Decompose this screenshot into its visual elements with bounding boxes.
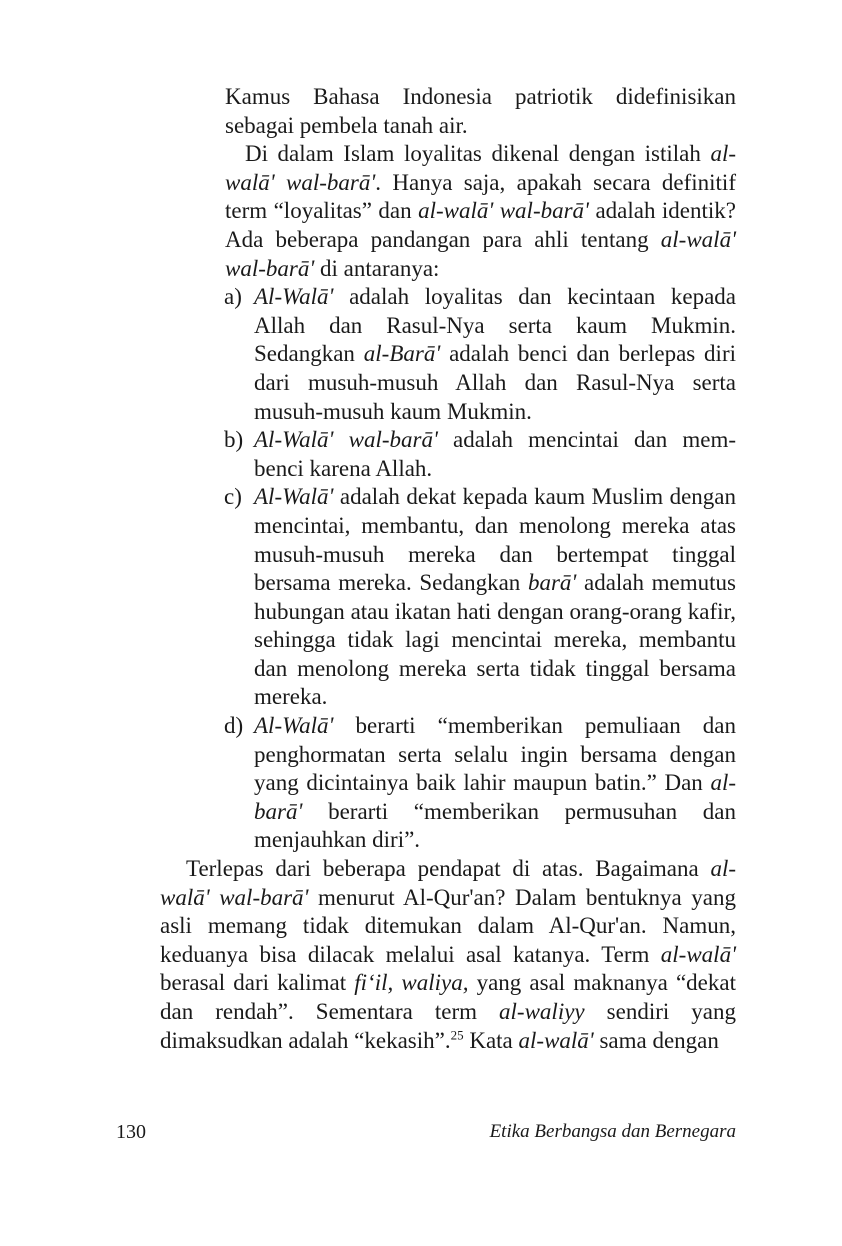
text-run: sendiri yang dimaksudkan adalah “kekasih”. bbox=[160, 999, 736, 1053]
text-run: berarti “memberikan pemuliaan dan penghormatan serta selalu ingin bersama dengan yang dicintainya baik lahir maupun batin.” Dan bbox=[254, 713, 736, 796]
list-item bbox=[225, 712, 736, 855]
italic-term: al-walā' wal-barā' bbox=[225, 226, 736, 281]
text-run: berasal dari kalimat bbox=[160, 970, 355, 996]
italic-term: al-walā' wal-barā' bbox=[418, 198, 589, 224]
list-marker: a) bbox=[224, 284, 242, 310]
italic-term: Al-Walā' bbox=[254, 713, 334, 739]
italic-term: al-walā' wal-barā' bbox=[160, 856, 736, 910]
text-run: berarti “memberikan permusuhan dan menjauhkan diri”. bbox=[254, 798, 736, 853]
text-run: . Hanya saja, apakah secara definitif term “loyalitas” dan bbox=[225, 169, 736, 224]
text-run: di antaranya: bbox=[314, 255, 440, 281]
list-item bbox=[225, 483, 736, 712]
italic-term: al-barā' bbox=[254, 770, 736, 824]
italic-term: al-Barā' bbox=[363, 341, 441, 367]
list-marker: d) bbox=[224, 713, 244, 739]
paragraph-loyalitas bbox=[225, 140, 736, 283]
page-body bbox=[160, 83, 736, 1055]
list-marker: b) bbox=[224, 427, 244, 453]
italic-term: al-waliyy bbox=[499, 999, 585, 1024]
italic-term: barā' bbox=[527, 570, 577, 596]
paragraph-closing bbox=[160, 855, 736, 1055]
text-run: adalah benci dan berlepas diri dari musuh-musuh Allah dan Rasul-Nya serta musuh-musuh kaum Mukmin. bbox=[254, 341, 736, 424]
text-run: Di dalam Islam loyalitas dikenal dengan istilah bbox=[245, 141, 711, 167]
list-item bbox=[225, 283, 736, 426]
footnote-reference: 25 bbox=[450, 1026, 464, 1042]
italic-term: Al-Walā' bbox=[254, 484, 334, 510]
italic-term: Al-Walā' wal-barā' bbox=[254, 427, 438, 453]
running-title: Etika Berbangsa dan Bernegara bbox=[489, 1121, 736, 1142]
text-run: Kata bbox=[463, 1027, 519, 1053]
paragraph-patriotik: Kamus Bahasa Indonesia patriotik didefinisikan sebagai pembela tanah air. bbox=[225, 84, 736, 138]
text-run: sama dengan bbox=[593, 1027, 719, 1053]
text-run: adalah mencintai dan mem-benci karena Allah. bbox=[254, 427, 736, 481]
italic-term: fi‘il, waliya, bbox=[354, 970, 469, 996]
italic-term: al-walā' wal-barā' bbox=[225, 141, 736, 195]
page-number: 130 bbox=[116, 1121, 146, 1143]
italic-term: al-walā' bbox=[660, 941, 736, 967]
italic-term: Al-Walā' bbox=[254, 284, 334, 310]
italic-term: al-walā' bbox=[518, 1027, 594, 1053]
definitions-list bbox=[225, 283, 736, 855]
text-run: adalah loyalitas dan kecintaan kepada Allah dan Rasul-Nya serta kaum Mukmin. Sedangkan bbox=[254, 284, 736, 367]
text-run: menurut Al-Qur'an? Dalam bentuknya yang asli memang tidak ditemukan dalam Al-Qur'an. Namun, keduanya bisa dilacak melalui asal katanya. Term bbox=[160, 884, 736, 967]
text-run: adalah identik? Ada beberapa pandangan para ahli tentang bbox=[225, 198, 736, 252]
list-item bbox=[225, 426, 736, 483]
text-run: adalah dekat kepada kaum Muslim dengan mencintai, membantu, dan menolong mereka atas musuh-musuh mereka dan bertempat tinggal bersama mereka. Sedangkan bbox=[254, 484, 736, 596]
text-run: yang asal maknanya “dekat dan rendah”. Sementara term bbox=[160, 970, 736, 1024]
text-run: adalah memutus hubungan atau ikatan hati dengan orang-orang kafir, sehingga tidak lagi mencintai mereka, membantu dan menolong mereka serta tidak tinggal bersama mereka. bbox=[254, 570, 736, 710]
indented-section bbox=[225, 83, 736, 855]
list-marker: c) bbox=[224, 484, 242, 510]
text-run: Terlepas dari beberapa pendapat di atas. Bagaimana bbox=[186, 856, 711, 882]
